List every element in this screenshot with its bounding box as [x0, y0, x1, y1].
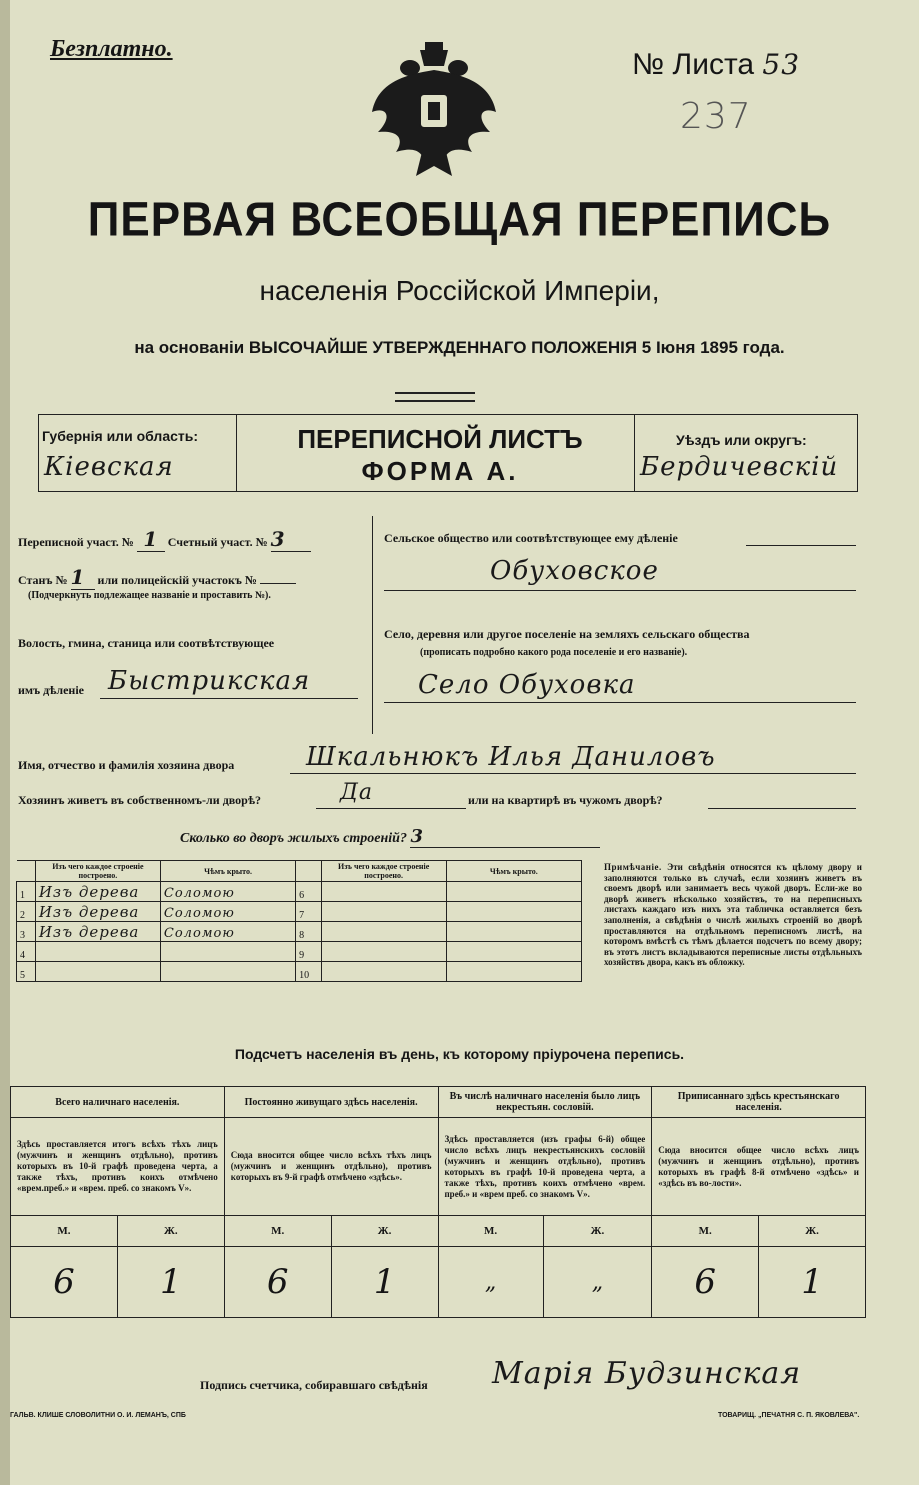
pop-col-title-3: Въ числѣ наличнаго населенія было лицъ некрестьян. сословій.	[438, 1087, 652, 1118]
sheet-title: ПЕРЕПИСНОЙ ЛИСТЪ	[297, 424, 583, 454]
pop-col-desc-4: Сюда вносится общее число всѣхъ лицъ (мужчинъ и женщинъ отдѣльно), противъ которыхъ въ графѣ 8-й отмѣчено «здѣсь» и «здѣсь въ во-лости».	[652, 1118, 866, 1216]
pop-value-2-f: 1	[331, 1247, 438, 1318]
sheet-number-label	[632, 48, 800, 82]
col-roof-right: Чѣмъ крыто.	[446, 861, 581, 882]
selo-value: Село Обуховка	[418, 670, 636, 700]
uchastok-value: 1	[137, 527, 165, 552]
obshchestvo-label: Сельское общество или соотвѣтствующее ему дѣленіе	[384, 531, 678, 545]
volost-line	[100, 698, 358, 699]
free-label: Безплатно.	[50, 36, 173, 62]
uezd-label: Уѣздъ или округъ:	[676, 432, 807, 448]
owner-name-label: Имя, отчество и фамилія хозяина двора	[18, 758, 235, 772]
col-material-left: Изъ чего каждое строеніе построено.	[35, 861, 160, 882]
uchastok-label: Переписной участ. №	[18, 535, 134, 549]
table-row: 1 Изъ дерева Соломою 6	[17, 882, 582, 902]
uezd-value: Бердичевскій	[640, 452, 839, 482]
selo-line	[384, 702, 856, 703]
stan-rest: или полицейскій участокъ №	[97, 573, 257, 587]
owner-name-line	[290, 773, 856, 774]
signature-value: Марія Будзинская	[492, 1356, 802, 1391]
volost-label-2: имъ дѣленіе	[18, 683, 84, 697]
stan-value: 1	[71, 565, 95, 590]
gubernia-label: Губернія или область:	[42, 428, 199, 444]
gubernia-value: Кіевская	[44, 452, 174, 482]
footnote-text: Эти свѣдѣнія относятся къ цѣлому двору и заполняются только въ случаѣ, если хозяинъ живетъ въ своемъ дворѣ или занимаетъ весь чужой дворъ. Если-же во дворѣ живетъ нѣсколько хозяйствъ, то на переписныхъ листахъ каждаго изъ нихъ эта табличка оставляется безъ заполненія, а свѣдѣнія о числѣ жилыхъ строеній во дворѣ проставляются на отдѣльномъ переписномъ листѣ, на которомъ вмѣстѣ съ тѣмъ дѣлается подсчетъ по всему двору; въ этотъ листъ вкладываются переписные листы отдѣльныхъ хозяйствъ двора, какъ въ обложку.	[604, 862, 862, 968]
buildings-label: Сколько во дворъ жилыхъ строеній?	[180, 831, 407, 846]
subtitle: населенія Россійской Имперіи,	[259, 275, 660, 306]
population-heading: Подсчетъ населенія въ день, къ которому пріурочена перепись.	[234, 1046, 685, 1062]
owner-own-value: Да	[340, 780, 374, 805]
owner-own-line	[316, 808, 466, 809]
pop-col-title-2: Постоянно живущаго здѣсь населенія.	[224, 1087, 438, 1118]
pop-value-2-m: 6	[224, 1247, 331, 1318]
schet-value: 3	[271, 527, 311, 552]
form-label: ФОРМА А.	[361, 456, 519, 486]
pop-value-4-f: 1	[759, 1247, 866, 1318]
pop-value-1-f: 1	[117, 1247, 224, 1318]
pop-col-title-4: Приписаннаго здѣсь крестьянскаго населенія.	[652, 1087, 866, 1118]
fields-divider	[372, 516, 373, 734]
table-row: 5 10	[17, 962, 582, 982]
pop-col-desc-3: Здѣсь проставляется (изъ графы 6-й) общее число всѣхъ лицъ некрестьянскихъ сословій (мужчинъ и женщинъ отдѣльно), противъ которыхъ въ графѣ 10-й проведена черта, а также тѣхъ, противъ коихъ отмѣчено «врем. преб.» и «врем преб. со знакомъ V».	[438, 1118, 652, 1216]
sheet-label: № Листа	[632, 48, 755, 81]
obshchestvo-value: Обуховское	[490, 556, 659, 586]
table-row: 4 9	[17, 942, 582, 962]
pop-value-3-f: „	[543, 1247, 652, 1318]
pop-value-3-m: „	[438, 1247, 543, 1318]
owner-rent-label: или на квартирѣ въ чужомъ дворѣ?	[468, 793, 663, 807]
owner-name-value: Шкальнюкъ Илья Даниловъ	[306, 742, 716, 772]
population-table: Всего наличнаго населенія. Постоянно живущаго здѣсь населенія. Въ числѣ наличнаго населенія было лицъ некрестьян. сословій. Приписаннаго здѣсь крестьянскаго населенія. Здѣсь проставляется итогъ всѣхъ тѣхъ лицъ (мужчинъ и женщинъ отдѣльно), противъ которыхъ въ 10-й графѣ проведена черта, а также тѣхъ, противъ коихъ отмѣчено «врем.преб.» и «врем. преб. со знакомъ V». Сюда вносится общее число всѣхъ тѣхъ лицъ (мужчинъ и женщинъ отдѣльно), противъ которыхъ въ 9-й графѣ отмѣчено «здѣсь». Здѣсь проставляется (изъ графы 6-й) общее число всѣхъ лицъ некрестьянскихъ сословій (мужчинъ и женщинъ отдѣльно), противъ которыхъ въ графѣ 10-й проведена черта, а также тѣхъ, противъ коихъ отмѣчено «врем. преб.» и «врем преб. со знакомъ V». Сюда вносится общее число всѣхъ лицъ (мужчинъ и женщинъ отдѣльно), противъ которыхъ въ графѣ 8-й отмѣчено «здѣсь» и «здѣсь въ во-лости». М. Ж. М. Ж. М. Ж. М. Ж. 6 1 6 1 „ „ 6 1	[10, 1086, 866, 1318]
owner-rent-line	[708, 808, 856, 809]
pop-col-title-1: Всего наличнаго населенія.	[11, 1087, 225, 1118]
form-head-divider-right	[634, 414, 635, 492]
stan-note: (Подчеркнуть подлежащее названіе и проставить №).	[28, 590, 271, 601]
pop-col-desc-2: Сюда вносится общее число всѣхъ тѣхъ лицъ (мужчинъ и женщинъ отдѣльно), противъ которыхъ въ 9-й графѣ отмѣчено «здѣсь».	[224, 1118, 438, 1216]
obshchestvo-line-2	[384, 590, 856, 591]
table-row: 2 Изъ дерева Соломою 7	[17, 902, 582, 922]
volost-label: Волость, гмина, станица или соотвѣтствующее	[18, 636, 275, 650]
col-material-right: Изъ чего каждое строеніе построено.	[321, 861, 446, 882]
obshchestvo-line-1	[746, 545, 856, 546]
pop-value-4-m: 6	[652, 1247, 759, 1318]
selo-note: (прописать подробно какого рода поселеніе и его названіе).	[420, 647, 688, 658]
table-row: 3 Изъ дерева Соломою 8	[17, 922, 582, 942]
owner-own-label: Хозяинъ живетъ въ собственномъ-ли дворѣ?	[18, 793, 262, 807]
selo-label: Село, деревня или другое поселеніе на земляхъ сельскаго общества	[384, 627, 750, 641]
buildings-value: 3	[410, 826, 600, 848]
main-title: ПЕРВАЯ ВСЕОБЩАЯ ПЕРЕПИСЬ	[87, 192, 832, 247]
uchastok-row	[18, 527, 311, 552]
footnote-title: Примѣчаніе.	[604, 862, 662, 872]
footer-left: ГАЛЬВ. КЛИШЕ СЛОВОЛИТНИ О. И. ЛЕМАНЪ, СПБ	[10, 1412, 186, 1419]
footnote-box	[604, 862, 862, 968]
sheet-number: 53	[762, 48, 801, 81]
pop-col-desc-1: Здѣсь проставляется итогъ всѣхъ тѣхъ лицъ (мужчинъ и женщинъ отдѣльно), противъ которыхъ въ 10-й графѣ проведена черта, а также тѣхъ, противъ коихъ отмѣчено «врем.преб.» и «врем. преб. со знакомъ V».	[11, 1118, 225, 1216]
buildings-question	[180, 826, 600, 848]
form-head-divider-left	[236, 414, 237, 492]
stan-label: Станъ №	[18, 573, 68, 587]
basis-line: на основаніи ВЫСОЧАЙШЕ УТВЕРЖДЕННАГО ПОЛОЖЕНІЯ 5 Іюня 1895 года.	[134, 338, 785, 357]
pop-value-1-m: 6	[11, 1247, 118, 1318]
volost-value: Быстрикская	[108, 666, 311, 696]
stan-row	[18, 565, 296, 590]
schet-label: Счетный участ. №	[167, 535, 268, 549]
imperial-eagle-emblem	[370, 40, 498, 180]
ornament-divider	[395, 392, 475, 402]
col-roof-left: Чѣмъ крыто.	[160, 861, 295, 882]
footer-right: ТОВАРИЩ. „ПЕЧАТНЯ С. П. ЯКОВЛЕВА".	[718, 1412, 860, 1419]
sheet-number-pencil: 237	[680, 96, 752, 137]
signature-label: Подпись счетчика, собиравшаго свѣдѣнія	[200, 1378, 428, 1392]
buildings-table	[16, 860, 582, 982]
